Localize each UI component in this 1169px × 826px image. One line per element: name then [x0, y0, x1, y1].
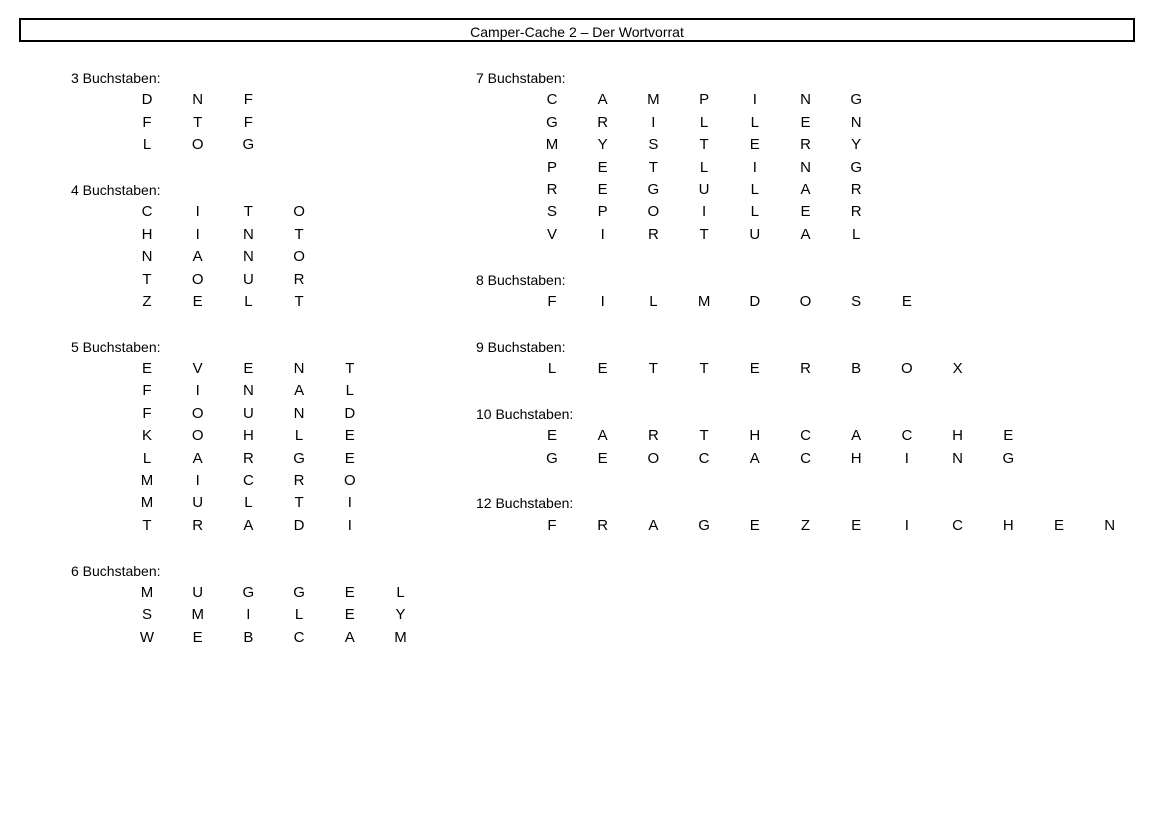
group-heading: 6 Buchstaben:	[71, 562, 161, 579]
word-letter: R	[293, 472, 305, 490]
word-letter: M	[697, 292, 711, 310]
word-letter: F	[547, 516, 557, 534]
word-letter: A	[243, 516, 254, 534]
word-letter: N	[192, 91, 204, 109]
word-letter: Y	[597, 136, 608, 154]
word-letter: C	[800, 449, 811, 467]
word-row	[71, 604, 406, 626]
word-letter: Z	[142, 292, 152, 310]
word-letter: H	[141, 225, 153, 243]
word-letter: E	[192, 292, 203, 310]
word-letter: U	[698, 180, 710, 198]
word-letter: N	[242, 248, 254, 266]
word-letter: N	[1104, 516, 1116, 534]
word-letter: N	[800, 91, 811, 109]
word-letter: T	[243, 203, 253, 221]
word-row	[476, 201, 862, 223]
word-row	[476, 291, 912, 313]
word-letter: O	[191, 427, 204, 445]
word-letter: I	[347, 516, 352, 534]
word-letter: P	[546, 158, 557, 176]
word-letter: E	[192, 628, 203, 646]
word-letter: S	[648, 136, 659, 154]
word-group	[71, 560, 407, 650]
word-letter: N	[850, 113, 862, 131]
word-letter: T	[142, 516, 152, 534]
word-letter: L	[750, 113, 759, 131]
group-heading: 9 Buchstaben:	[476, 338, 566, 355]
word-letter: O	[191, 136, 204, 154]
group-heading: 12 Buchstaben:	[476, 495, 574, 512]
word-letter: I	[600, 225, 605, 243]
word-letter: R	[192, 516, 204, 534]
word-letter: L	[750, 203, 759, 221]
word-group	[71, 179, 305, 313]
word-letter: G	[1002, 449, 1015, 467]
word-letter: N	[952, 449, 964, 467]
group-heading: 5 Buchstaben:	[71, 338, 161, 355]
word-letter: B	[243, 628, 254, 646]
word-letter: O	[901, 360, 913, 378]
word-letter: D	[293, 516, 305, 534]
word-letter: L	[547, 360, 557, 378]
word-row	[476, 89, 863, 111]
word-letter: D	[344, 404, 356, 422]
word-letter: F	[142, 113, 152, 131]
word-letter: M	[140, 583, 154, 601]
word-letter: C	[242, 472, 254, 490]
word-letter: O	[293, 248, 305, 266]
word-letter: F	[243, 113, 253, 131]
word-group	[476, 336, 963, 381]
word-letter: A	[749, 449, 760, 467]
word-group	[476, 492, 1116, 537]
word-letter: N	[800, 158, 811, 176]
word-letter: F	[547, 292, 557, 310]
word-letter: Z	[800, 516, 811, 534]
word-letter: L	[699, 158, 709, 176]
word-letter: I	[195, 382, 200, 400]
word-letter: U	[192, 494, 204, 512]
word-letter: T	[294, 494, 304, 512]
word-letter: N	[242, 382, 254, 400]
word-letter: U	[192, 583, 204, 601]
word-letter: A	[800, 180, 811, 198]
group-heading: 3 Buchstaben:	[71, 70, 161, 86]
word-letter: L	[142, 136, 152, 154]
word-group	[71, 67, 255, 157]
word-letter: O	[343, 472, 356, 490]
title-box	[19, 18, 1135, 42]
word-row	[71, 515, 352, 537]
group-heading: 10 Buchstaben:	[476, 405, 574, 422]
word-letter: U	[749, 225, 761, 243]
word-row	[476, 224, 861, 246]
word-letter: C	[293, 628, 305, 646]
word-letter: I	[752, 91, 757, 109]
word-letter: L	[750, 180, 759, 198]
word-letter: O	[191, 404, 204, 422]
word-letter: A	[597, 91, 608, 109]
word-row	[476, 515, 1116, 537]
word-letter: E	[546, 427, 557, 445]
word-letter: T	[699, 136, 709, 154]
word-letter: C	[698, 449, 710, 467]
word-letter: C	[952, 516, 964, 534]
word-letter: I	[752, 158, 757, 176]
word-letter: E	[597, 360, 608, 378]
word-letter: X	[952, 360, 963, 378]
word-row	[71, 425, 355, 447]
word-letter: I	[904, 516, 909, 534]
word-letter: O	[191, 270, 204, 288]
word-letter: P	[699, 91, 710, 109]
word-row	[476, 425, 1014, 447]
word-letter: I	[195, 472, 200, 490]
word-letter: S	[546, 203, 557, 221]
word-letter: A	[800, 225, 811, 243]
word-letter: R	[850, 180, 862, 198]
word-letter: R	[647, 225, 659, 243]
word-letter: E	[243, 360, 254, 378]
word-letter: A	[648, 516, 659, 534]
word-letter: Y	[851, 136, 862, 154]
word-letter: F	[142, 404, 152, 422]
word-letter: T	[699, 225, 709, 243]
word-letter: M	[191, 606, 204, 624]
word-row	[71, 89, 253, 111]
word-letter: C	[546, 91, 558, 109]
word-letter: A	[851, 427, 862, 445]
word-letter: E	[1053, 516, 1064, 534]
word-letter: L	[852, 225, 861, 243]
word-row	[71, 403, 356, 425]
word-letter: E	[1003, 427, 1014, 445]
word-row	[71, 492, 352, 514]
word-letter: R	[597, 113, 609, 131]
word-letter: R	[800, 360, 811, 378]
word-letter: N	[293, 360, 305, 378]
word-letter: T	[345, 360, 355, 378]
word-row	[71, 627, 407, 649]
word-letter: A	[192, 248, 203, 266]
word-letter: E	[344, 606, 355, 624]
group-heading: 7 Buchstaben:	[476, 70, 566, 86]
word-letter: U	[242, 270, 254, 288]
word-letter: C	[141, 203, 153, 221]
word-letter: M	[140, 494, 154, 512]
word-letter: N	[293, 404, 305, 422]
word-letter: T	[648, 158, 658, 176]
word-letter: T	[699, 360, 709, 378]
word-letter: T	[648, 360, 658, 378]
word-letter: R	[800, 136, 811, 154]
word-letter: A	[192, 449, 203, 467]
word-letter: H	[749, 427, 761, 445]
word-letter: L	[294, 427, 304, 445]
word-letter: G	[242, 136, 255, 154]
word-letter: E	[851, 516, 862, 534]
word-letter: M	[545, 136, 559, 154]
word-letter: P	[597, 203, 608, 221]
word-row	[476, 448, 1015, 470]
word-letter: O	[799, 292, 812, 310]
word-letter: E	[597, 449, 608, 467]
word-letter: C	[901, 427, 913, 445]
word-letter: E	[800, 113, 811, 131]
word-letter: T	[294, 292, 304, 310]
word-letter: E	[901, 292, 912, 310]
word-letter: I	[702, 203, 707, 221]
word-letter: A	[597, 427, 608, 445]
word-letter: M	[140, 472, 154, 490]
word-letter: S	[141, 606, 152, 624]
word-letter: L	[396, 583, 405, 601]
word-row	[71, 134, 255, 156]
word-row	[71, 269, 305, 291]
word-row	[476, 157, 863, 179]
word-letter: Y	[395, 606, 406, 624]
word-letter: G	[850, 158, 863, 176]
word-group	[71, 336, 356, 538]
word-letter: G	[546, 113, 558, 131]
word-letter: I	[904, 449, 909, 467]
word-letter: L	[244, 494, 253, 512]
word-row	[476, 112, 862, 134]
word-letter: E	[749, 136, 760, 154]
word-letter: I	[651, 113, 656, 131]
word-letter: R	[293, 270, 305, 288]
word-letter: V	[546, 225, 557, 243]
word-row	[476, 179, 862, 201]
word-letter: E	[597, 180, 608, 198]
word-row	[71, 246, 305, 268]
word-row	[71, 201, 305, 223]
word-row	[71, 291, 304, 313]
word-letter: U	[242, 404, 254, 422]
word-letter: E	[141, 360, 152, 378]
group-heading: 4 Buchstaben:	[71, 181, 161, 198]
word-letter: R	[546, 180, 558, 198]
word-row	[476, 134, 862, 156]
word-letter: E	[597, 158, 608, 176]
group-heading: 8 Buchstaben:	[476, 271, 566, 288]
word-letter: T	[294, 225, 304, 243]
word-letter: F	[142, 382, 152, 400]
word-letter: E	[344, 427, 355, 445]
word-letter: F	[243, 91, 253, 109]
word-group	[476, 403, 1015, 470]
word-letter: H	[850, 449, 862, 467]
word-column-left	[71, 67, 407, 672]
word-letter: T	[699, 427, 709, 445]
word-letter: L	[649, 292, 658, 310]
word-row	[71, 470, 356, 492]
word-letter: I	[195, 225, 200, 243]
word-group	[476, 67, 863, 246]
word-letter: A	[344, 628, 355, 646]
word-letter: R	[242, 449, 254, 467]
word-letter: G	[850, 91, 863, 109]
word-letter: I	[246, 606, 251, 624]
word-letter: C	[800, 427, 811, 445]
word-letter: O	[293, 203, 305, 221]
word-letter: R	[850, 203, 862, 221]
word-letter: G	[546, 449, 558, 467]
word-letter: I	[347, 494, 352, 512]
word-group	[476, 269, 912, 314]
word-letter: R	[597, 516, 609, 534]
word-letter: E	[800, 203, 811, 221]
word-letter: G	[698, 516, 710, 534]
word-letter: I	[195, 203, 200, 221]
word-letter: G	[293, 449, 305, 467]
word-row	[71, 224, 304, 246]
word-row	[476, 358, 963, 380]
word-letter: O	[647, 449, 660, 467]
word-letter: R	[647, 427, 659, 445]
word-letter: H	[1002, 516, 1014, 534]
word-letter: D	[749, 292, 761, 310]
word-letter: L	[142, 449, 152, 467]
word-letter: V	[192, 360, 203, 378]
word-letter: E	[749, 516, 760, 534]
word-column-right	[476, 67, 1116, 560]
word-letter: G	[242, 583, 255, 601]
word-letter: E	[344, 449, 355, 467]
word-letter: L	[699, 113, 709, 131]
word-row	[71, 380, 354, 402]
word-letter: T	[142, 270, 152, 288]
word-letter: A	[294, 382, 305, 400]
word-letter: L	[244, 292, 253, 310]
word-letter: D	[141, 91, 153, 109]
word-letter: E	[344, 583, 355, 601]
word-row	[71, 582, 405, 604]
page-title: Camper-Cache 2 – Der Wortvorrat	[470, 24, 684, 40]
word-letter: M	[394, 628, 407, 646]
word-row	[71, 112, 253, 134]
word-row	[71, 358, 355, 380]
word-letter: N	[141, 248, 153, 266]
word-letter: H	[952, 427, 964, 445]
word-letter: M	[647, 91, 660, 109]
word-letter: G	[293, 583, 305, 601]
word-letter: W	[139, 628, 155, 646]
word-letter: S	[851, 292, 862, 310]
word-row	[71, 448, 355, 470]
word-letter: O	[647, 203, 660, 221]
word-letter: T	[193, 113, 203, 131]
word-letter: G	[647, 180, 660, 198]
word-letter: L	[294, 606, 304, 624]
word-letter: E	[749, 360, 760, 378]
word-letter: I	[600, 292, 605, 310]
word-letter: K	[141, 427, 152, 445]
word-letter: L	[345, 382, 354, 400]
word-letter: N	[242, 225, 254, 243]
word-letter: B	[851, 360, 862, 378]
word-letter: H	[242, 427, 254, 445]
